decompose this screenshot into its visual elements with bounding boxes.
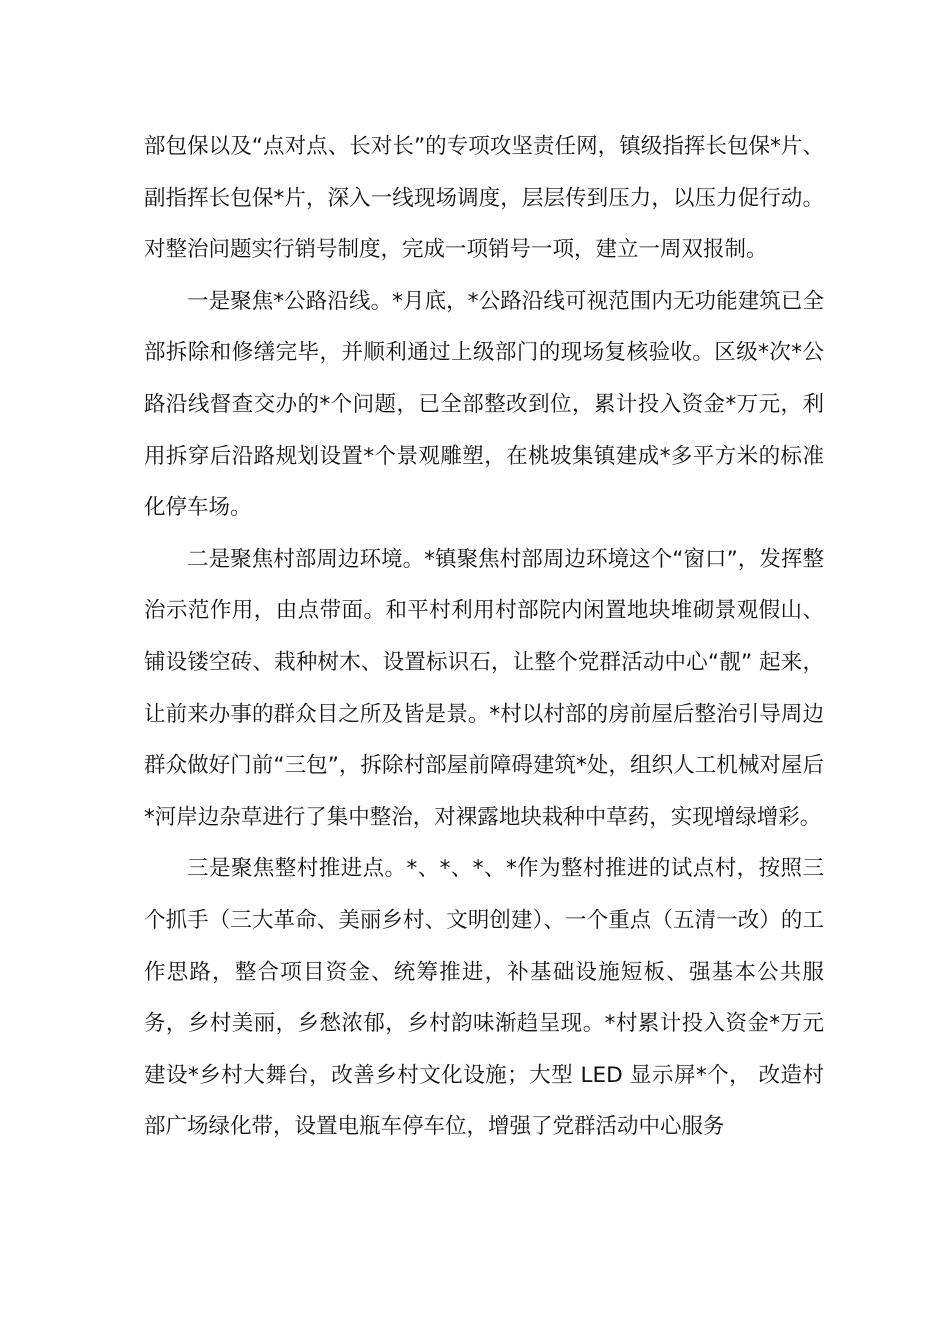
paragraph-highway: 一是聚焦*公路沿线。*月底，*公路沿线可视范围内无功能建筑已全部拆除和修缮完毕，并顺利通过上级部门的现场复核验收。区级*次*公路沿线督查交办的*个问题，已全部整改到位，累计投入资金*万元，利用拆穿后沿路规划设置*个景观雕塑，在桃坡集镇建成*多平方米的标准化停车场。 [144, 288, 824, 521]
paragraph-whole-village: 三是聚焦整村推进点。*、*、*、*作为整村推进的试点村，按照三个抓手（三大革命、美丽乡村、文明创建）、一个重点（五清一改）的工作思路，整合项目资金、统筹推进，补基础设施短板、强基本公共服务，乡村美丽，乡愁浓郁，乡村韵味渐趋呈现。*村累计投入资金*万元建设*乡村大舞台，改善乡村文化设施；大型 LED 显示屏*个， 改造村部广场绿化带，设置电瓶车停车位，增强了党群活动中心服务 [144, 856, 824, 1140]
paragraph-village-environment: 二是聚焦村部周边环境。*镇聚焦村部周边环境这个“窗口”，发挥整治示范作用，由点带面。和平村利用村部院内闲置地块堆砌景观假山、铺设镂空砖、栽种树木、设置标识石，让整个党群活动中心“靓” 起来，让前来办事的群众目之所及皆是景。*村以村部的房前屋后整治引导周边群众做好门前“三包”，拆除村部屋前障碍建筑*处，组织人工机械对屋后*河岸边杂草进行了集中整治，对裸露地块栽种中草药，实现增绿增彩。 [144, 546, 824, 830]
paragraph-continuation: 部包保以及“点对点、长对长”的专项攻坚责任网，镇级指挥长包保*片、副指挥长包保*片，深入一线现场调度，层层传到压力，以压力促行动。对整治问题实行销号制度，完成一项销号一项，建立一周双报制。 [144, 134, 824, 263]
body-text [144, 121, 824, 1153]
